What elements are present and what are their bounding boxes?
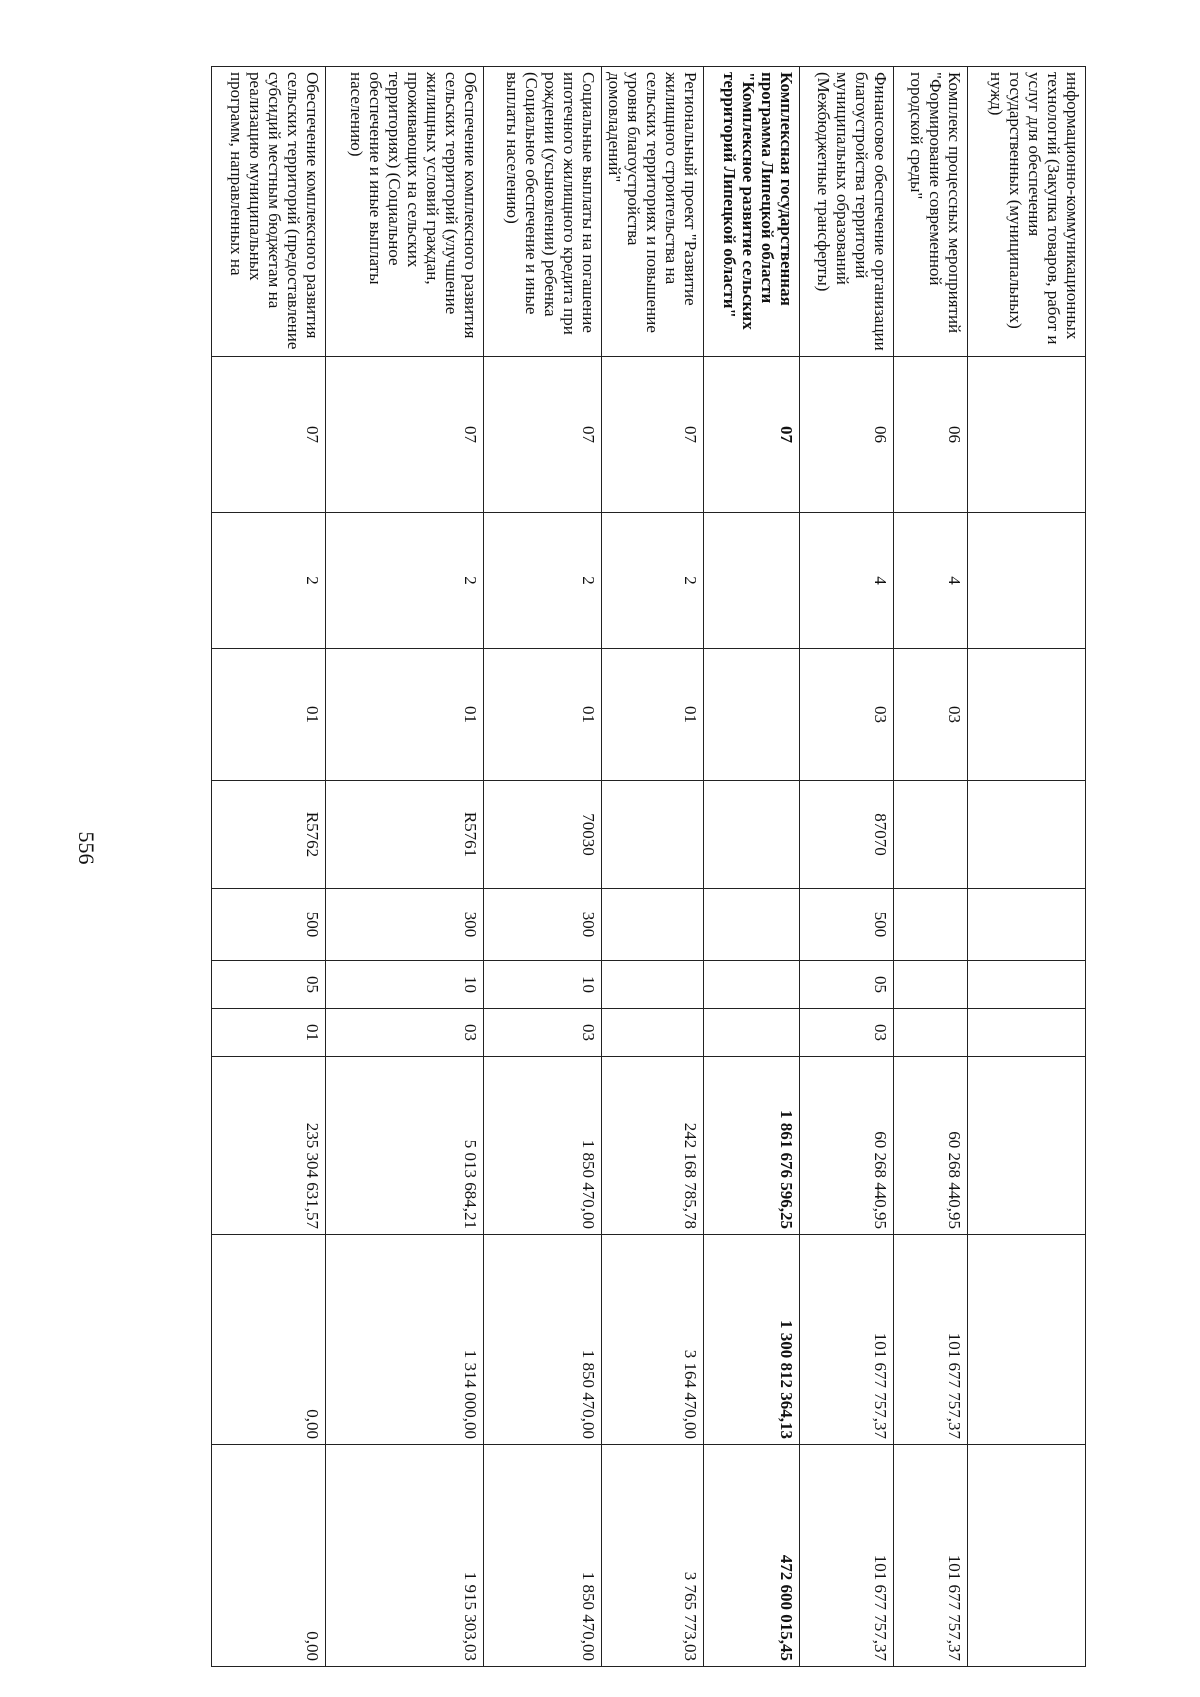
table-row: [704, 67, 800, 1667]
code-cell: [968, 961, 1086, 1009]
code-cell: [968, 781, 1086, 889]
table-row: [968, 67, 1086, 1667]
amount-cell: 60 268 440,95: [894, 1057, 968, 1235]
code-cell: 2: [211, 513, 325, 649]
code-cell: 01: [211, 1009, 325, 1057]
code-cell: 03: [894, 649, 968, 781]
code-cell: 10: [325, 961, 483, 1009]
code-cell: 05: [211, 961, 325, 1009]
row-name-cell: Комплекс процессных мероприятий "Формирование современной городской среды": [894, 67, 968, 357]
row-name-cell: Комплексная государственная программа Липецкой области "Комплексное развитие сельских территорий Липецкой области": [704, 67, 800, 357]
code-cell: 300: [325, 889, 483, 961]
amount-cell: 1 861 676 596,25: [704, 1057, 800, 1235]
row-name-cell: Финансовое обеспечение организации благоустройства территорий муниципальных образований (Межбюджетные трансферты): [800, 67, 894, 357]
amount-cell: 1 850 470,00: [483, 1057, 601, 1235]
code-cell: 01: [601, 649, 703, 781]
code-cell: [894, 781, 968, 889]
table-row: [325, 67, 483, 1667]
code-cell: 03: [483, 1009, 601, 1057]
code-cell: R5762: [211, 781, 325, 889]
amount-cell: 5 013 684,21: [325, 1057, 483, 1235]
amount-cell: 101 677 757,37: [800, 1235, 894, 1445]
code-cell: 300: [483, 889, 601, 961]
code-cell: 01: [483, 649, 601, 781]
code-cell: [601, 781, 703, 889]
amount-cell: [968, 1235, 1086, 1445]
amount-cell: 0,00: [211, 1235, 325, 1445]
amount-cell: 101 677 757,37: [894, 1235, 968, 1445]
code-cell: 01: [325, 649, 483, 781]
code-cell: 2: [483, 513, 601, 649]
amount-cell: [968, 1057, 1086, 1235]
code-cell: 03: [800, 1009, 894, 1057]
amount-cell: 1 314 000,00: [325, 1235, 483, 1445]
amount-cell: 1 915 303,03: [325, 1445, 483, 1667]
amount-cell: 1 300 812 364,13: [704, 1235, 800, 1445]
code-cell: 07: [211, 357, 325, 513]
row-name-cell: Социальные выплаты на погашение ипотечного жилищного кредита при рождении (усыновлении) ребенка (Социальное обеспечение и иные выплаты населению): [483, 67, 601, 357]
row-name-cell: информационно-коммуникационных технологий (Закупка товаров, работ и услуг для обеспечения государственных (муниципальных) нужд): [968, 67, 1086, 357]
budget-table: [211, 66, 1086, 1667]
amount-cell: 1 850 470,00: [483, 1235, 601, 1445]
code-cell: 4: [800, 513, 894, 649]
amount-cell: 0,00: [211, 1445, 325, 1667]
code-cell: [601, 1009, 703, 1057]
amount-cell: 235 304 631,57: [211, 1057, 325, 1235]
code-cell: 07: [483, 357, 601, 513]
code-cell: 500: [211, 889, 325, 961]
code-cell: 2: [601, 513, 703, 649]
code-cell: 03: [800, 649, 894, 781]
code-cell: 06: [894, 357, 968, 513]
amount-cell: 101 677 757,37: [800, 1445, 894, 1667]
code-cell: [968, 889, 1086, 961]
code-cell: [704, 513, 800, 649]
code-cell: [704, 781, 800, 889]
code-cell: [704, 1009, 800, 1057]
code-cell: 2: [325, 513, 483, 649]
code-cell: R5761: [325, 781, 483, 889]
code-cell: [894, 961, 968, 1009]
code-cell: [601, 889, 703, 961]
code-cell: [968, 649, 1086, 781]
code-cell: [601, 961, 703, 1009]
code-cell: 01: [211, 649, 325, 781]
code-cell: 10: [483, 961, 601, 1009]
amount-cell: 101 677 757,37: [894, 1445, 968, 1667]
code-cell: [704, 889, 800, 961]
amount-cell: 1 850 470,00: [483, 1445, 601, 1667]
amount-cell: 3 164 470,00: [601, 1235, 703, 1445]
amount-cell: 242 168 785,78: [601, 1057, 703, 1235]
table-row: [800, 67, 894, 1667]
rotated-table-container: [211, 66, 1086, 1666]
code-cell: [704, 961, 800, 1009]
row-name-cell: Обеспечение комплексного развития сельских территорий (предоставление субсидий местным бюджетам на реализацию муниципальных программ, направленных на: [211, 67, 325, 357]
code-cell: 07: [704, 357, 800, 513]
table-row: [483, 67, 601, 1667]
code-cell: [704, 649, 800, 781]
row-name-cell: Региональный проект "Развитие жилищного строительства на сельских территориях и повышение уровня благоустройства домовладений": [601, 67, 703, 357]
code-cell: [968, 357, 1086, 513]
code-cell: 07: [325, 357, 483, 513]
code-cell: [894, 1009, 968, 1057]
amount-cell: [968, 1445, 1086, 1667]
code-cell: 500: [800, 889, 894, 961]
table-row: [601, 67, 703, 1667]
amount-cell: 472 600 015,45: [704, 1445, 800, 1667]
code-cell: 4: [894, 513, 968, 649]
code-cell: 03: [325, 1009, 483, 1057]
page-number: 556: [74, 831, 99, 865]
table-body: [211, 67, 1085, 1667]
code-cell: 07: [601, 357, 703, 513]
code-cell: 70030: [483, 781, 601, 889]
table-row: [211, 67, 325, 1667]
row-name-cell: Обеспечение комплексного развития сельских территорий (улучшение жилищных условий граждан, проживающих на сельских территориях) (Социальное обеспечение и иные выплаты населению): [325, 67, 483, 357]
code-cell: [894, 889, 968, 961]
code-cell: 05: [800, 961, 894, 1009]
code-cell: 06: [800, 357, 894, 513]
table-row: [894, 67, 968, 1667]
code-cell: 87070: [800, 781, 894, 889]
code-cell: [968, 513, 1086, 649]
code-cell: [968, 1009, 1086, 1057]
amount-cell: 60 268 440,95: [800, 1057, 894, 1235]
amount-cell: 3 765 773,03: [601, 1445, 703, 1667]
